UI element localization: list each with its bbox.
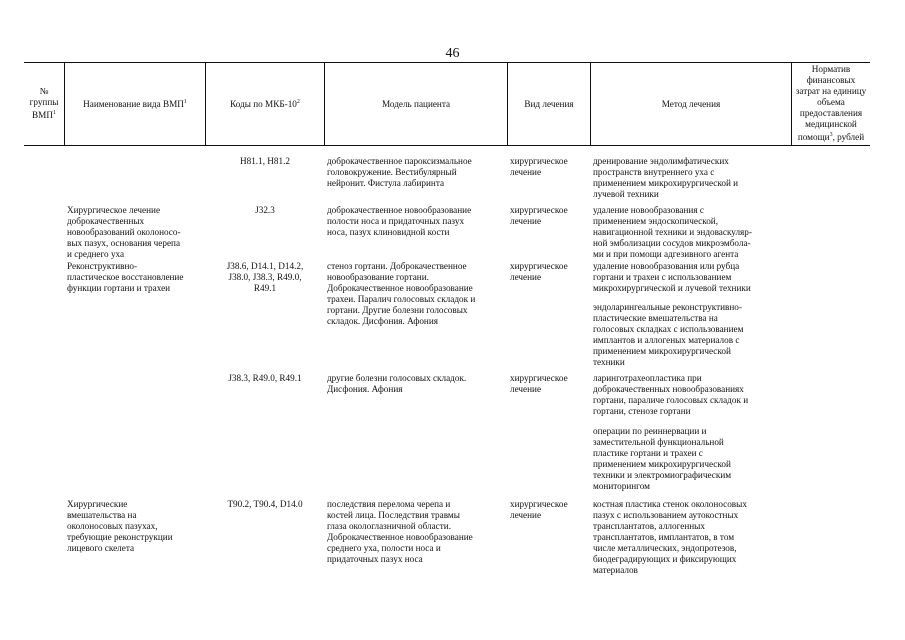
header-name-sup: 1	[183, 99, 187, 106]
row2-codes: J32.3	[255, 205, 275, 215]
row4-model: другие болезни голосовых складок. Дисфония. Афония	[327, 373, 467, 394]
header-group-sup: 1	[52, 110, 56, 117]
row1-method: дренирование эндолимфатических пространств внутреннего уха с применением микрохирургической и лучевой техники	[593, 156, 739, 199]
header-method	[591, 63, 791, 145]
table-header	[24, 62, 870, 146]
header-model-label: Модель пациента	[381, 98, 451, 109]
header-codes-sup: 2	[296, 99, 300, 106]
row4-codes: J38.3, R49.0, R49.1	[228, 373, 302, 383]
header-group	[24, 63, 64, 145]
header-model	[325, 63, 507, 145]
header-group-label: № группы ВМП	[29, 86, 59, 121]
header-name	[65, 63, 205, 145]
page-number: 46	[445, 46, 460, 61]
row5-model: последствия перелома черепа и костей лица. Последствия травмы глаза окологлазничной области. Доброкачественное новообразование среднего уха, полости носа и придаточных пазух носа	[327, 499, 473, 564]
row4-method-1: ларинготрахеопластика при доброкачественных новообразованиях гортани, параличе голосовых складок и гортани, стенозе гортани	[593, 373, 749, 416]
row2-name: Хирургическое лечение доброкачественных новообразований околоносо- вых пазух, основания черепа и среднего уха	[67, 205, 181, 259]
row3-type: хирургическое лечение	[510, 261, 568, 282]
row4-type: хирургическое лечение	[510, 373, 568, 394]
row1-type: хирургическое лечение	[510, 156, 568, 177]
header-codes-label: Коды по МКБ-10	[230, 99, 297, 110]
row1-codes: H81.1, H81.2	[239, 156, 291, 166]
row3-method-2: эндоларингеальные реконструктивно- пластические вмешательства на голосовых складках с использованием имплантов и аллогеных материалов с применением микрохирургической техники	[593, 302, 744, 367]
row3-method-1: удаление новообразования или рубца гортани и трахеи с использованием микрохирургической и лучевой техники	[593, 261, 751, 293]
row2-model: доброкачественное новообразование полости носа и придаточных пазух носа, пазух клиновидной кости	[327, 205, 472, 237]
header-name-label: Наименование вида ВМП	[83, 99, 184, 110]
row5-method: костная пластика стенок околоносовых пазух с использованием аутокостных трансплантатов, аллогенных трансплантатов, имплантатов, в том числе металлических, эндопротезов, биодеградирующих и фиксирующих материалов	[593, 499, 747, 575]
row3-model: стеноз гортани. Доброкачественное новообразование гортани. Доброкачественное новообразование трахеи. Паралич голосовых складок и гортани. Другие болезни голосовых складок. Дисфония. Афония	[327, 261, 476, 326]
row1-model: доброкачественное пароксизмальное головокружение. Вестибулярный нейронит. Фистула лабиринта	[327, 156, 472, 188]
row2-type: хирургическое лечение	[510, 205, 568, 226]
row5-type: хирургическое лечение	[510, 499, 568, 520]
header-type	[508, 63, 590, 145]
row5-codes: T90.2, T90.4, D14.0	[227, 499, 303, 509]
header-type-label: Вид лечения	[524, 98, 574, 109]
header-codes	[206, 63, 324, 145]
row3-codes: J38.6, D14.1, D14.2, J38.0, J38.3, R49.0, R49.1	[226, 261, 304, 293]
header-norm-suffix: , рублей	[832, 132, 865, 143]
header-norm-sup: 3	[829, 132, 833, 139]
header-norm	[792, 63, 870, 145]
row4-method-2: операции по реиннервации и заместительной функциональной пластике гортани и трахеи с применением микрохирургической техники и электромиографическим мониторингом	[593, 426, 732, 491]
row2-method: удаление новообразования с применением эндоскопической, навигационной техники и эндоваскуляр- ной эмболизации сосудов микроэмбола- ми и при помощи адгезивного агента	[593, 205, 752, 259]
row3-name: Реконструктивно- пластическое восстановление функции гортани и трахеи	[67, 261, 184, 293]
row5-name: Хирургические вмешательства на околоносовых пазухах, требующие реконструкции лицевого скелета	[67, 499, 173, 553]
header-norm-label: Норматив финансовых затрат на единицу объема предоставления медицинской помощи	[795, 64, 867, 143]
header-method-label: Метод лечения	[661, 98, 721, 109]
